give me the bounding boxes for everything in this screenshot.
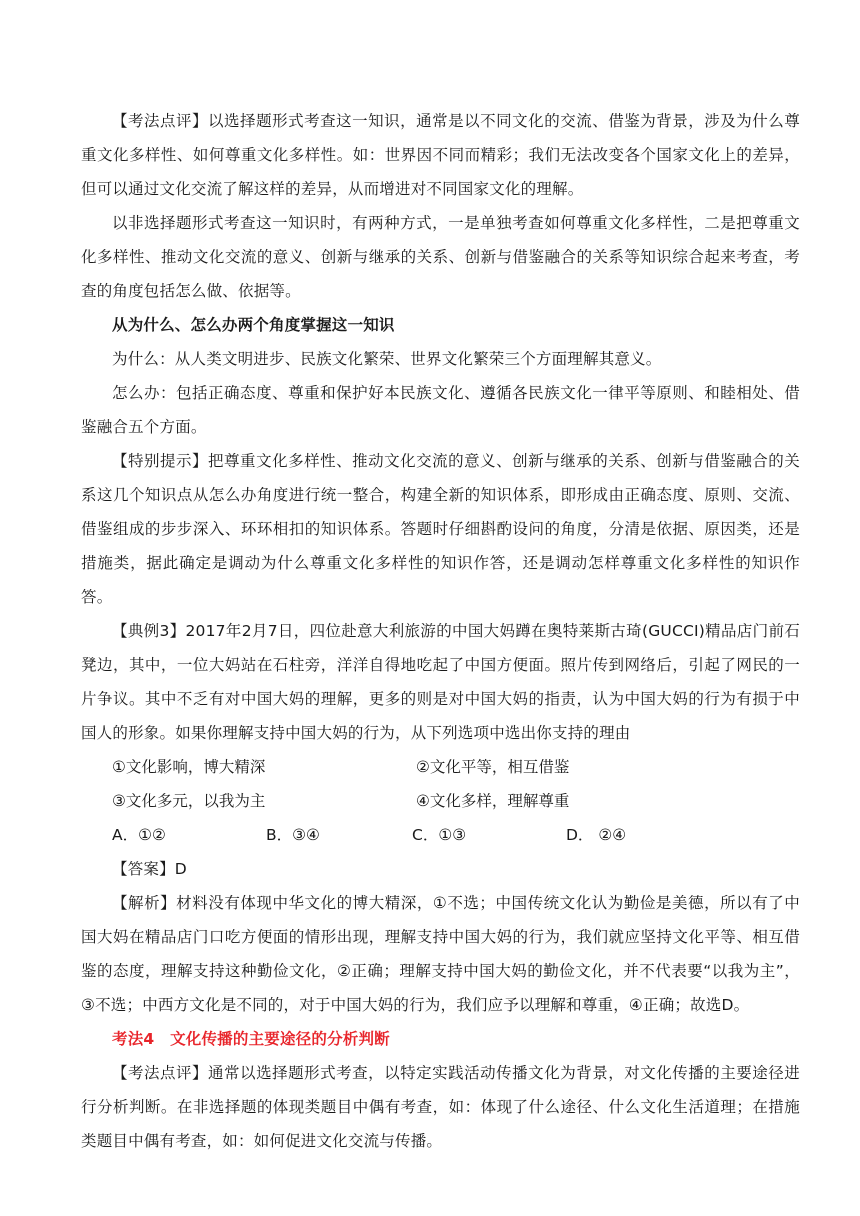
paragraph-how: 怎么办：包括正确态度、尊重和保护好本民族文化、遵循各民族文化一律平等原则、和睦相处、借鉴融合五个方面。 (81, 384, 800, 436)
choice-list (81, 818, 800, 852)
option-item: ④文化多样，理解尊重 (416, 792, 570, 810)
paragraph-review-4 (81, 1056, 800, 1158)
option-item: ①文化影响，博大精深 (112, 758, 266, 776)
review-tag: 【考法点评】 (112, 112, 209, 130)
paragraph-special-tip: 【特别提示】把尊重文化多样性、推动文化交流的意义、创新与继承的关系、创新与借鉴融合的关系这几个知识点从怎么办角度进行统一整合，构建全新的知识体系，即形成由正确态度、原则、交流、借鉴组成的步步深入、环环相扣的知识体系。答题时仔细斟酌设问的角度，分清是依据、原因类，还是措施类，据此确定是调动为什么尊重文化多样性的知识作答，还是调动怎样尊重文化多样性的知识作答。 (81, 452, 800, 606)
paragraph-review-1 (81, 104, 800, 206)
choice-a: A．①② (112, 826, 166, 844)
paragraph-analysis: 【解析】材料没有体现中华文化的博大精深，①不选；中国传统文化认为勤俭是美德，所以有了中国大妈在精品店门口吃方便面的情形出现，理解支持中国大妈的行为，我们就应坚持文化平等、相互借鉴的态度，理解支持这种勤俭文化，②正确；理解支持中国大妈的勤俭文化，并不代表要“以我为主”，③不选；中西方文化是不同的，对于中国大妈的行为，我们应予以理解和尊重，④正确；故选D。 (81, 894, 800, 1014)
choice-b: B．③④ (266, 826, 320, 844)
review-text: 以选择题形式考查这一知识，通常是以不同文化的交流、借鉴为背景，涉及为什么尊重文化多样性、如何尊重文化多样性。如：世界因不同而精彩；我们无法改变各个国家文化上的差异，但可以通过文化交流了解这样的差异，从而增进对不同国家文化的理解。 (81, 112, 800, 198)
section-heading-4: 考法4 文化传播的主要途径的分析判断 (112, 1030, 390, 1048)
choice-c: C．①③ (412, 826, 467, 844)
option-item: ③文化多元，以我为主 (112, 792, 266, 810)
option-item: ②文化平等，相互借鉴 (416, 758, 570, 776)
paragraph-why: 为什么：从人类文明进步、民族文化繁荣、世界文化繁荣三个方面理解其意义。 (112, 350, 662, 368)
section-subheading: 从为什么、怎么办两个角度掌握这一知识 (112, 316, 395, 334)
answer-line: 【答案】D (112, 860, 187, 878)
option-list (81, 750, 800, 818)
review-text: 通常以选择题形式考查，以特定实践活动传播文化为背景，对文化传播的主要途径进行分析判断。在非选择题的体现类题目中偶有考查，如：体现了什么途径、什么文化生活道理；在措施类题目中偶有考查，如：如何促进文化交流与传播。 (81, 1064, 800, 1150)
choice-d: D． ②④ (566, 826, 627, 844)
review-tag: 【考法点评】 (112, 1064, 209, 1082)
paragraph-non-choice: 以非选择题形式考查这一知识时，有两种方式，一是单独考查如何尊重文化多样性，二是把尊重文化多样性、推动文化交流的意义、创新与继承的关系、创新与借鉴融合的关系等知识综合起来考查，考查的角度包括怎么做、依据等。 (81, 214, 800, 300)
paragraph-example-3: 【典例3】2017年2月7日，四位赴意大利旅游的中国大妈蹲在奥特莱斯古琦(GUCCI)精品店门前石凳边，其中，一位大妈站在石柱旁，洋洋自得地吃起了中国方便面。照片传到网络后，引起了网民的一片争议。其中不乏有对中国大妈的理解，更多的则是对中国大妈的指责，认为中国大妈的行为有损于中国人的形象。如果你理解支持中国大妈的行为，从下列选项中选出你支持的理由 (81, 622, 800, 742)
